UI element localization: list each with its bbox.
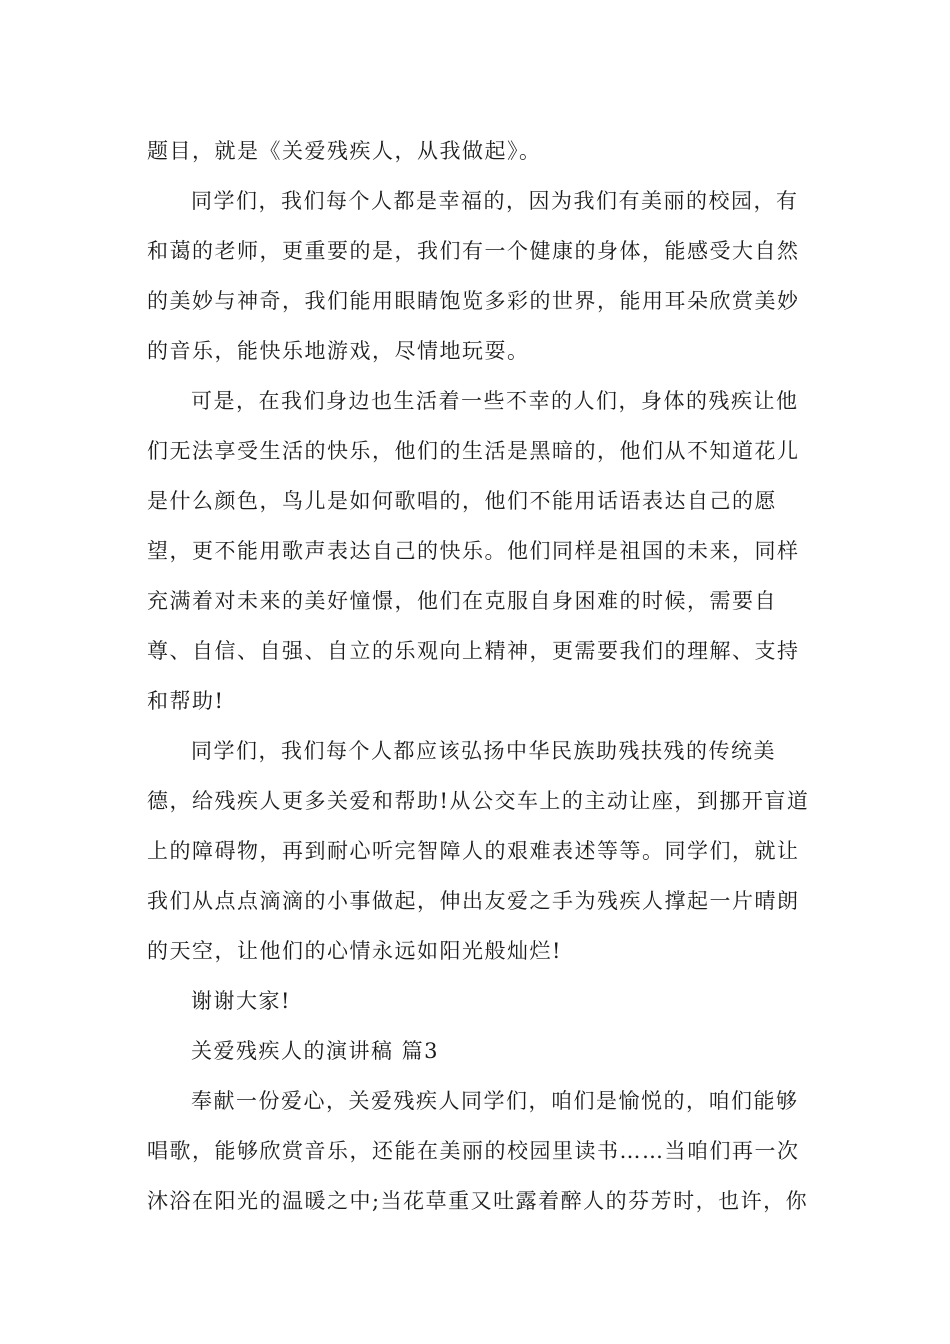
- text-line: 谢谢大家!: [191, 989, 291, 1013]
- text-line: 们无法享受生活的快乐，他们的生活是黑暗的，他们从不知道花儿: [147, 439, 800, 463]
- text-line: 和蔼的老师，更重要的是，我们有一个健康的身体，能感受大自然: [147, 239, 800, 263]
- text-line: 充满着对未来的美好憧憬，他们在克服自身困难的时候，需要自: [147, 589, 777, 613]
- section-heading: 关爱残疾人的演讲稿 篇3: [191, 1039, 440, 1063]
- text-line: 的天空，让他们的心情永远如阳光般灿烂!: [147, 939, 562, 963]
- text-line: 唱歌，能够欣赏音乐，还能在美丽的校园里读书……当咱们再一次: [147, 1139, 800, 1163]
- text-line: 可是，在我们身边也生活着一些不幸的人们，身体的残疾让他: [191, 389, 799, 413]
- text-line: 我们从点点滴滴的小事做起，伸出友爱之手为残疾人撑起一片晴朗: [147, 889, 800, 913]
- text-line: 同学们，我们每个人都是幸福的，因为我们有美丽的校园，有: [191, 189, 799, 213]
- text-line: 同学们，我们每个人都应该弘扬中华民族助残扶残的传统美: [191, 739, 776, 763]
- text-line: 和帮助!: [147, 689, 225, 713]
- text-line: 尊、自信、自强、自立的乐观向上精神，更需要我们的理解、支持: [147, 639, 800, 663]
- text-line: 沐浴在阳光的温暖之中;当花草重又吐露着醉人的芬芳时，也许，你: [147, 1189, 809, 1213]
- document-body: [147, 126, 810, 1226]
- text-line: 上的障碍物，再到耐心听完智障人的艰难表述等等。同学们，就让: [147, 839, 800, 863]
- text-line: 题目，就是《关爱残疾人，从我做起》。: [147, 139, 542, 163]
- text-line: 是什么颜色，鸟儿是如何歌唱的，他们不能用话语表达自己的愿: [147, 489, 777, 513]
- text-line: 的美妙与神奇，我们能用眼睛饱览多彩的世界，能用耳朵欣赏美妙: [147, 289, 800, 313]
- text-line: 望，更不能用歌声表达自己的快乐。他们同样是祖国的未来，同样: [147, 539, 800, 563]
- text-line: 的音乐，能快乐地游戏，尽情地玩耍。: [147, 339, 530, 363]
- text-line: 奉献一份爱心，关爱残疾人同学们，咱们是愉悦的，咱们能够: [191, 1089, 799, 1113]
- text-line: 德，给残疾人更多关爱和帮助!从公交车上的主动让座，到挪开盲道: [147, 789, 810, 813]
